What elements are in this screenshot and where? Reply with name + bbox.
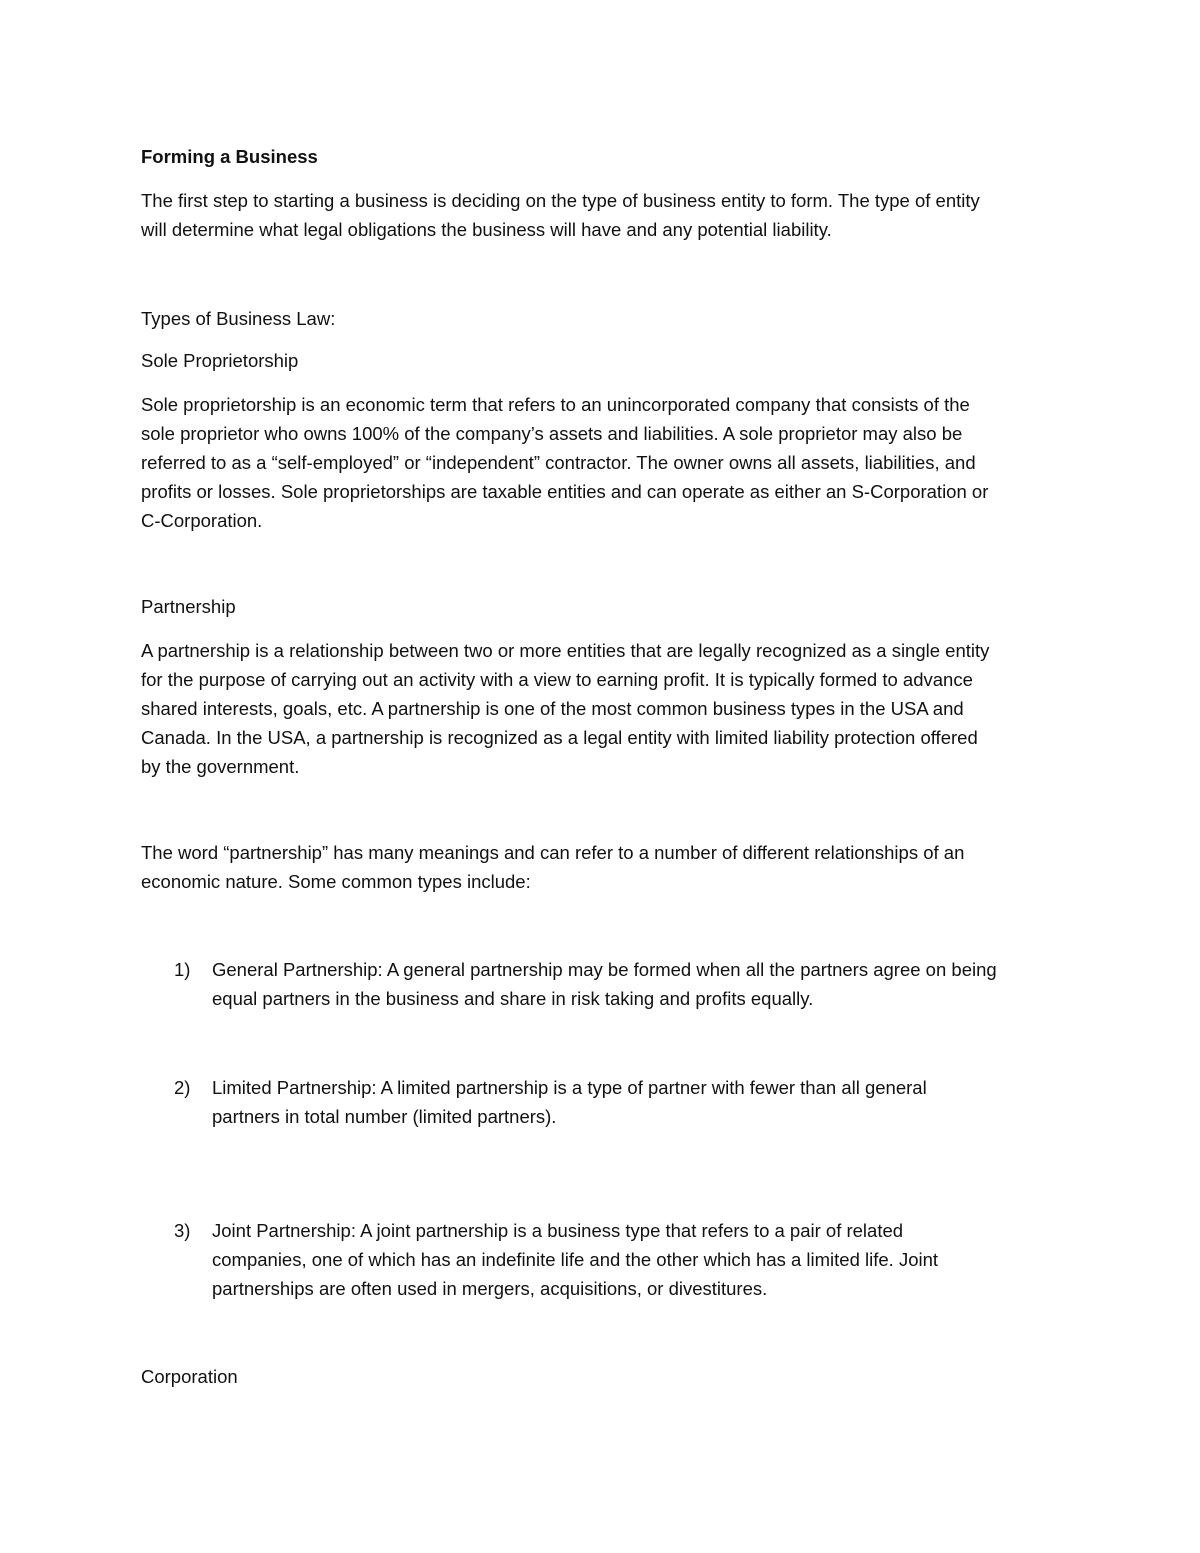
partnership-line: for the purpose of carrying out an activity with a view to earning profit. It is typically formed to advance bbox=[141, 669, 973, 690]
intro-paragraph bbox=[141, 186, 1071, 244]
partnership-heading: Partnership bbox=[141, 596, 236, 617]
list-item-text bbox=[212, 1216, 1072, 1303]
word-line: economic nature. Some common types include: bbox=[141, 871, 531, 892]
sole-proprietorship-paragraph bbox=[141, 390, 1071, 535]
partnership-word-paragraph bbox=[141, 838, 1071, 896]
partnership-line: shared interests, goals, etc. A partnership is one of the most common business types in the USA and bbox=[141, 698, 964, 719]
list-item-line: Joint Partnership: A joint partnership is a business type that refers to a pair of related bbox=[212, 1220, 904, 1241]
intro-line: will determine what legal obligations the business will have and any potential liability. bbox=[141, 219, 832, 240]
list-item-line: equal partners in the business and share in risk taking and profits equally. bbox=[212, 988, 814, 1009]
partnership-line: A partnership is a relationship between two or more entities that are legally recognized as a single entity bbox=[141, 640, 990, 661]
list-item-line: partnerships are often used in mergers, acquisitions, or divestitures. bbox=[212, 1278, 768, 1299]
types-heading: Types of Business Law: bbox=[141, 308, 336, 329]
sole-line: C-Corporation. bbox=[141, 510, 263, 531]
sole-proprietorship-heading: Sole Proprietorship bbox=[141, 350, 299, 371]
sole-line: sole proprietor who owns 100% of the company’s assets and liabilities. A sole proprietor may also be bbox=[141, 423, 963, 444]
list-number: 2) bbox=[174, 1077, 191, 1098]
document-title: Forming a Business bbox=[141, 146, 318, 167]
list-item-line: Limited Partnership: A limited partnership is a type of partner with fewer than all general bbox=[212, 1077, 927, 1098]
partnership-paragraph bbox=[141, 636, 1071, 781]
sole-line: Sole proprietorship is an economic term that refers to an unincorporated company that consists of the bbox=[141, 394, 970, 415]
list-item-line: companies, one of which has an indefinite life and the other which has a limited life. Joint bbox=[212, 1249, 939, 1270]
list-item-line: General Partnership: A general partnership may be formed when all the partners agree on being bbox=[212, 959, 997, 980]
sole-line: referred to as a “self-employed” or “independent” contractor. The owner owns all assets, liabilities, and bbox=[141, 452, 976, 473]
word-line: The word “partnership” has many meanings and can refer to a number of different relationships of an bbox=[141, 842, 965, 863]
partnership-line: Canada. In the USA, a partnership is recognized as a legal entity with limited liability protection offered bbox=[141, 727, 978, 748]
list-number: 3) bbox=[174, 1220, 191, 1241]
intro-line: The first step to starting a business is deciding on the type of business entity to form. The type of entity bbox=[141, 190, 980, 211]
list-item-line: partners in total number (limited partners). bbox=[212, 1106, 557, 1127]
sole-line: profits or losses. Sole proprietorships are taxable entities and can operate as either an S-Corporation or bbox=[141, 481, 989, 502]
partnership-line: by the government. bbox=[141, 756, 300, 777]
list-number: 1) bbox=[174, 959, 191, 980]
list-item-text bbox=[212, 1073, 1072, 1131]
corporation-heading: Corporation bbox=[141, 1366, 238, 1387]
list-item-text bbox=[212, 955, 1072, 1013]
